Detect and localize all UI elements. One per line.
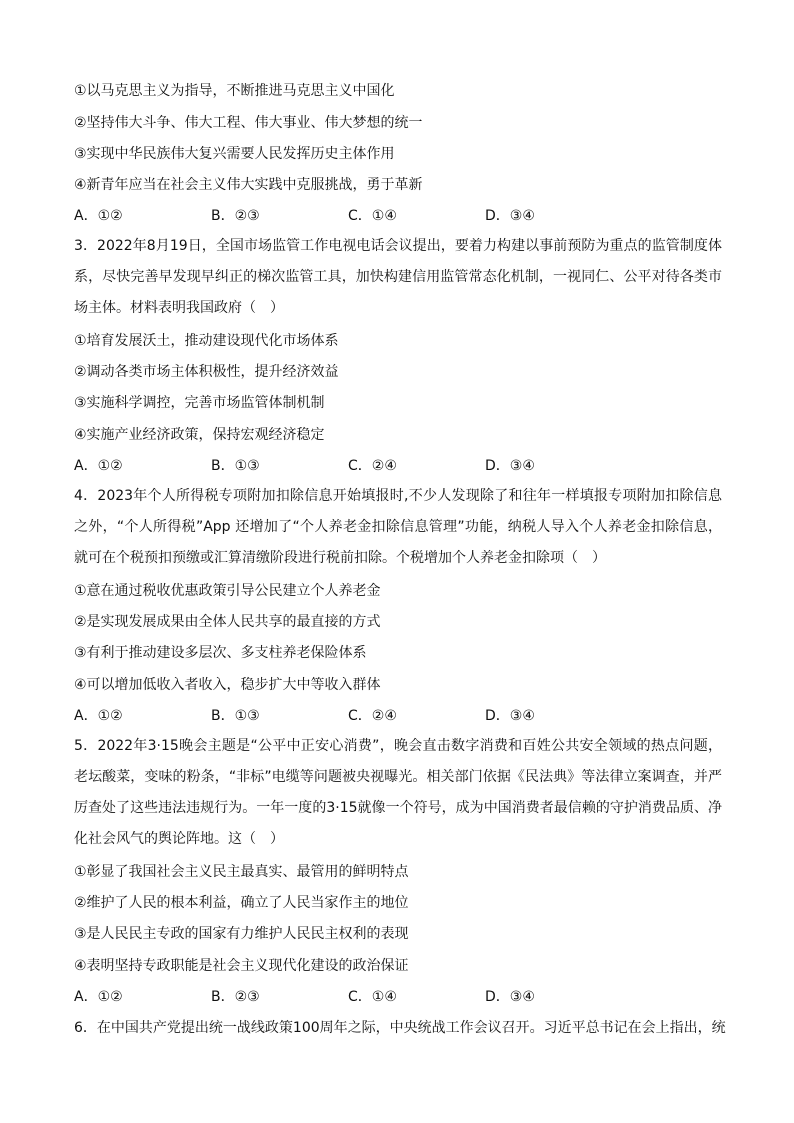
option-d: D．③④ xyxy=(485,708,535,724)
question-3-stem: 3．2022年8月19日，全国市场监管工作电视电话会议提出，要着力构建以事前预防为重点的监管制度体系，尽快完善早发现早纠正的梯次监管工具，加快构建信用监管常态化机制，一视同仁、公平对待各类市场主体。材料表明我国政府（ ） xyxy=(74,238,722,316)
option-b: B．①③ xyxy=(211,458,260,474)
q3-item-2: ②调动各类市场主体积极性，提升经济效益 xyxy=(74,364,339,380)
q3-item-3: ③实施科学调控，完善市场监管体制机制 xyxy=(74,395,325,411)
prev-options xyxy=(74,206,535,226)
q4-options xyxy=(74,706,535,726)
q3-item-4: ④实施产业经济政策，保持宏观经济稳定 xyxy=(74,427,325,443)
question-6-stem: 6．在中国共产党提出统一战线政策100周年之际，中央统战工作会议召开。习近平总书记在会上指出，统 xyxy=(74,1020,726,1036)
q4-item-1: ①意在通过税收优惠政策引导公民建立个人养老金 xyxy=(74,583,381,599)
prev-item-4: ④新青年应当在社会主义伟大实践中克服挑战，勇于革新 xyxy=(74,177,423,193)
option-b: B．①③ xyxy=(211,708,260,724)
question-5-stem: 5．2022年3·15晚会主题是“公平中正安心消费”，晚会直击数字消费和百姓公共安全领域的热点问题，老坛酸菜，变味的粉条，“非标”电缆等问题被央视曝光。相关部门依据《民法典》等法律立案调查，并严厉查处了这些违法违规行为。一年一度的3·15就像一个符号，成为中国消费者最信赖的守护消费品质、净化社会风气的舆论阵地。这（ ） xyxy=(74,738,722,847)
option-b: B．②③ xyxy=(211,989,260,1005)
option-d: D．③④ xyxy=(485,458,535,474)
option-d: D．③④ xyxy=(485,208,535,224)
q4-item-4: ④可以增加低收入者收入，稳步扩大中等收入群体 xyxy=(74,677,381,693)
option-b: B．②③ xyxy=(211,208,260,224)
option-a: A．①② xyxy=(74,458,123,474)
option-c: C．①④ xyxy=(348,989,397,1005)
prev-item-3: ③实现中华民族伟大复兴需要人民发挥历史主体作用 xyxy=(74,146,395,162)
q5-item-3: ③是人民民主专政的国家有力维护人民民主权利的表现 xyxy=(74,926,409,942)
q4-item-2: ②是实现发展成果由全体人民共享的最直接的方式 xyxy=(74,614,381,630)
option-a: A．①② xyxy=(74,708,123,724)
option-c: C．②④ xyxy=(348,708,397,724)
q3-options xyxy=(74,456,535,476)
q5-options xyxy=(74,987,535,1007)
q5-item-2: ②维护了人民的根本利益，确立了人民当家作主的地位 xyxy=(74,895,409,911)
q3-item-1: ①培育发展沃土，推动建设现代化市场体系 xyxy=(74,333,339,349)
prev-item-2: ②坚持伟大斗争、伟大工程、伟大事业、伟大梦想的统一 xyxy=(74,115,423,131)
option-a: A．①② xyxy=(74,208,123,224)
question-4-stem: 4．2023年个人所得税专项附加扣除信息开始填报时,不少人发现除了和往年一样填报专项附加扣除信息之外，“个人所得税”App 还增加了“个人养老金扣除信息管理”功能，纳税人导入个人养老金扣除信息，就可在个税预扣预缴或汇算清缴阶段进行税前扣除。个税增加个人养老金扣除项（ ） xyxy=(74,488,722,566)
q5-item-4: ④表明坚持专政职能是社会主义现代化建设的政治保证 xyxy=(74,958,409,974)
option-d: D．③④ xyxy=(485,989,535,1005)
prev-item-1: ①以马克思主义为指导，不断推进马克思主义中国化 xyxy=(74,83,395,99)
q4-item-3: ③有利于推动建设多层次、多支柱养老保险体系 xyxy=(74,645,367,661)
option-a: A．①② xyxy=(74,989,123,1005)
option-c: C．①④ xyxy=(348,208,397,224)
option-c: C．②④ xyxy=(348,458,397,474)
q5-item-1: ①彰显了我国社会主义民主最真实、最管用的鲜明特点 xyxy=(74,864,409,880)
